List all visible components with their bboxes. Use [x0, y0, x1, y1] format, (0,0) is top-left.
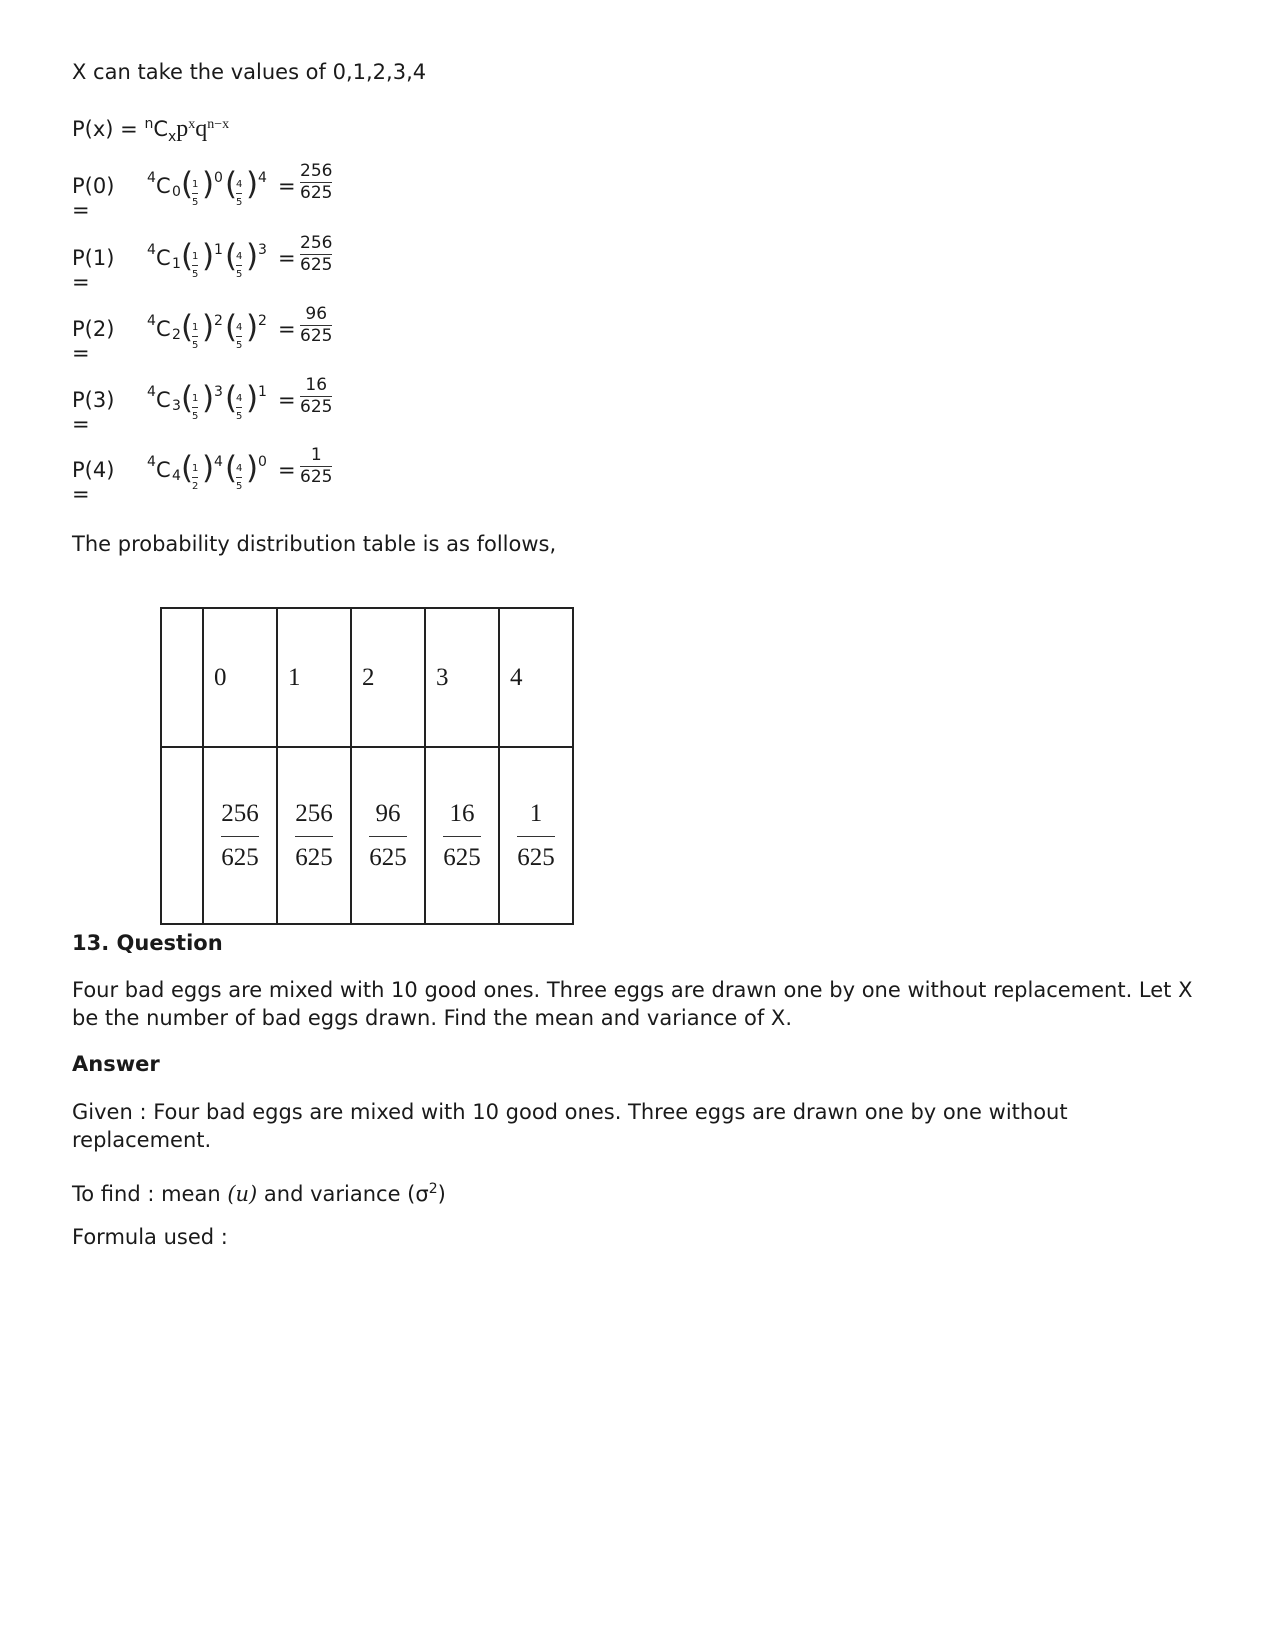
- equation-sub: 4: [172, 468, 181, 484]
- equation-c: C: [156, 246, 171, 270]
- x-value: 2: [351, 608, 425, 747]
- paren-close: ): [246, 309, 259, 345]
- paren-open: (: [181, 450, 194, 486]
- paren-open: (: [181, 166, 194, 202]
- fraction-1: 1 5: [192, 179, 199, 208]
- paren-open: (: [225, 166, 238, 202]
- fraction-2: 4 5: [236, 393, 243, 422]
- p-value: $\frac{1}{625}$: [499, 747, 573, 924]
- paren-close: ): [246, 238, 259, 274]
- table-intro: The probability distribution table is as follows,: [72, 532, 557, 556]
- result-fraction: 96 625: [300, 304, 333, 346]
- equation-lhs: P(2) =: [72, 317, 115, 365]
- equals-sign: =: [278, 388, 296, 412]
- p-value: $\frac{256}{625}$: [203, 747, 277, 924]
- equation-n: 4: [147, 454, 156, 470]
- exponent-2: 4: [258, 170, 267, 186]
- question-heading: 13. Question: [72, 931, 223, 955]
- equation-sub: 1: [172, 256, 181, 272]
- intro-line: X can take the values of 0,1,2,3,4: [72, 60, 427, 84]
- fraction-2: 4 5: [236, 251, 243, 280]
- exponent-2: 3: [258, 242, 267, 258]
- paren-close: ): [202, 238, 215, 274]
- p-value: $\frac{256}{625}$: [277, 747, 351, 924]
- equation-c: C: [156, 317, 171, 341]
- paren-open: (: [181, 309, 194, 345]
- equation-n: 4: [147, 384, 156, 400]
- paren-close: ): [202, 166, 215, 202]
- exponent-1: 4: [214, 454, 223, 470]
- fraction-1: 1 2: [192, 463, 199, 492]
- result-fraction: 16 625: [300, 375, 333, 417]
- equation-lhs: P(1) =: [72, 246, 115, 294]
- formula-sub: x: [167, 129, 177, 146]
- question-text: Four bad eggs are mixed with 10 good ones. Three eggs are drawn one by one without replacement. Let X be the number of bad eggs drawn. Find the mean and variance of X.: [72, 978, 1193, 1030]
- equation-sub: 3: [172, 398, 181, 414]
- paren-close: ): [202, 380, 215, 416]
- exponent-1: 2: [214, 313, 223, 329]
- formula-n: n: [144, 116, 154, 132]
- x-row-header: [161, 608, 203, 747]
- formula-q: q: [195, 116, 208, 142]
- fraction-1: 1 5: [192, 393, 199, 422]
- p-row-header: [161, 747, 203, 924]
- to-find-line: To find : mean (u) and variance $(\sigma^2)$: [72, 1181, 446, 1206]
- formula-lhs: P(x) =: [72, 117, 145, 141]
- equation-n: 4: [147, 313, 156, 329]
- answer-heading: Answer: [72, 1052, 160, 1076]
- equation-c: C: [156, 388, 171, 412]
- exponent-1: 0: [214, 170, 223, 186]
- equals-sign: =: [278, 174, 296, 198]
- paren-close: ): [246, 380, 259, 416]
- paren-open: (: [181, 380, 194, 416]
- formula-p-exp: x: [188, 117, 196, 132]
- exponent-1: 3: [214, 384, 223, 400]
- equation-c: C: [156, 458, 171, 482]
- paren-close: ): [246, 166, 259, 202]
- formula-c: C: [153, 117, 168, 141]
- equation-lhs: P(0) =: [72, 174, 115, 222]
- equals-sign: =: [278, 458, 296, 482]
- equation-n: 4: [147, 170, 156, 186]
- paren-open: (: [225, 309, 238, 345]
- paren-open: (: [181, 238, 194, 274]
- x-value: 0: [203, 608, 277, 747]
- exponent-2: 0: [258, 454, 267, 470]
- fraction-2: 4 5: [236, 179, 243, 208]
- result-fraction: 256 625: [300, 233, 333, 275]
- x-value: 4: [499, 608, 573, 747]
- paren-open: (: [225, 450, 238, 486]
- paren-close: ): [202, 309, 215, 345]
- paren-open: (: [225, 238, 238, 274]
- formula-used-label: Formula used :: [72, 1225, 228, 1249]
- formula-q-exp: n−x: [207, 117, 230, 132]
- paren-close: ): [246, 450, 259, 486]
- equation-c: C: [156, 174, 171, 198]
- exponent-2: 2: [258, 313, 267, 329]
- equals-sign: =: [278, 246, 296, 270]
- p-value: $\frac{96}{625}$: [351, 747, 425, 924]
- equation-sub: 0: [172, 184, 181, 200]
- equation-sub: 2: [172, 327, 181, 343]
- p-values-row: [161, 747, 573, 924]
- result-fraction: 1 625: [300, 445, 333, 487]
- paren-close: ): [202, 450, 215, 486]
- x-values-row: [161, 608, 573, 747]
- binomial-formula: [72, 110, 229, 151]
- fraction-2: 4 5: [236, 463, 243, 492]
- equals-sign: =: [278, 317, 296, 341]
- equation-n: 4: [147, 242, 156, 258]
- given-text: Given : Four bad eggs are mixed with 10 good ones. Three eggs are drawn one by one without replacement.: [72, 1100, 1068, 1152]
- fraction-1: 1 5: [192, 322, 199, 351]
- x-value: 3: [425, 608, 499, 747]
- x-value: 1: [277, 608, 351, 747]
- mu-symbol: (u): [227, 1182, 258, 1206]
- paren-open: (: [225, 380, 238, 416]
- equation-lhs: P(4) =: [72, 458, 115, 506]
- fraction-2: 4 5: [236, 322, 243, 351]
- probability-distribution-table: [160, 607, 574, 925]
- exponent-2: 1: [258, 384, 267, 400]
- exponent-1: 1: [214, 242, 223, 258]
- equation-lhs: P(3) =: [72, 388, 115, 436]
- p-value: $\frac{16}{625}$: [425, 747, 499, 924]
- fraction-1: 1 5: [192, 251, 199, 280]
- formula-p: p: [176, 116, 189, 142]
- result-fraction: 256 625: [300, 161, 333, 203]
